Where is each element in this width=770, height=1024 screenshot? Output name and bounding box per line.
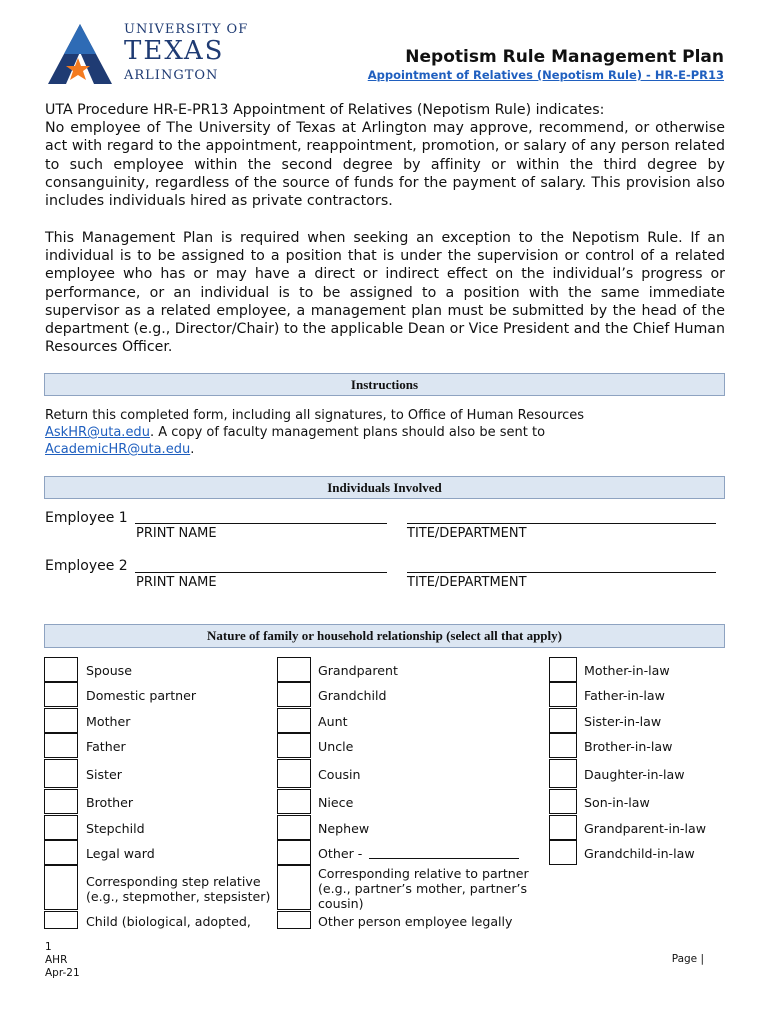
rel-col3-label-5: Daughter-in-law <box>584 767 685 782</box>
instructions-text-after: . <box>190 442 195 457</box>
footer-department: AHR <box>45 954 68 966</box>
rel-col1-label-9: Corresponding step relative (e.g., stepmother, stepsister) <box>86 873 271 904</box>
relationship-heading: Nature of family or household relationship (select all that apply) <box>44 624 725 648</box>
instructions-text-middle: . A copy of faculty management plans should also be sent to <box>149 425 546 440</box>
uta-a-star-icon <box>44 22 116 86</box>
rel-col1-checkbox-6[interactable] <box>44 789 78 814</box>
rel-col3-checkbox-6[interactable] <box>549 789 577 814</box>
rel-col2-checkbox-6[interactable] <box>277 789 311 814</box>
rel-col3-checkbox-4[interactable] <box>549 733 577 758</box>
intro-body: No employee of The University of Texas at Arlington may approve, recommend, or otherwise act with regard to the appointment, reappointment, promotion, or salary of any person related to such employee within the second degree by affinity or within the third degree by consanguinity, regardless of the source of funds for the payment of salary. This provision also includes individuals hired as private contractors. <box>45 120 725 210</box>
rel-col2-checkbox-3[interactable] <box>277 708 311 733</box>
rel-col1-checkbox-2[interactable] <box>44 682 78 707</box>
rel-col3-checkbox-1[interactable] <box>549 657 577 682</box>
rel-col2-checkbox-9[interactable] <box>277 865 311 910</box>
employee2-name-field[interactable] <box>135 572 387 573</box>
rel-col1-label-2: Domestic partner <box>86 688 197 703</box>
intro-paragraph <box>45 101 725 210</box>
instructions-text <box>45 407 725 458</box>
footer-page-number: 1 <box>45 941 52 953</box>
footer-left <box>45 941 80 980</box>
rel-col1-checkbox-8[interactable] <box>44 840 78 865</box>
rel-col3-checkbox-2[interactable] <box>549 682 577 707</box>
rel-col1-label-1: Spouse <box>86 663 132 678</box>
rel-col3-label-8: Grandchild-in-law <box>584 846 695 861</box>
rel-col1-checkbox-7[interactable] <box>44 815 78 840</box>
logo-arlington: ARLINGTON <box>124 68 219 83</box>
rel-col2-checkbox-7[interactable] <box>277 815 311 840</box>
rel-col2-checkbox-4[interactable] <box>277 733 311 758</box>
rel-col3-label-6: Son-in-law <box>584 795 650 810</box>
instructions-text-before: Return this completed form, including all signatures, to Office of Human Resources <box>45 408 585 423</box>
employee2-title-caption: TITE/DEPARTMENT <box>407 575 527 590</box>
rel-col2-label-7: Nephew <box>318 821 370 836</box>
rel-col3-checkbox-3[interactable] <box>549 708 577 733</box>
rel-col1-label-6: Brother <box>86 795 134 810</box>
rel-col3-label-7: Grandparent-in-law <box>584 821 706 836</box>
document-title: Nepotism Rule Management Plan <box>405 47 724 67</box>
footer-date: Apr-21 <box>45 967 80 979</box>
rel-col2-label-1: Grandparent <box>318 663 398 678</box>
other-relationship-field[interactable] <box>369 858 519 859</box>
rel-col2-checkbox-8[interactable] <box>277 840 311 865</box>
rel-col3-label-3: Sister-in-law <box>584 714 662 729</box>
rel-col2-label-2: Grandchild <box>318 688 387 703</box>
logo-university-of: UNIVERSITY OF <box>124 22 249 37</box>
logo-texas: TEXAS <box>124 36 225 66</box>
askhr-email-link[interactable]: AskHR@uta.edu <box>45 425 150 440</box>
employee1-title-field[interactable] <box>407 523 716 524</box>
instructions-heading: Instructions <box>44 373 725 396</box>
rel-col3-checkbox-7[interactable] <box>549 815 577 840</box>
employee1-label: Employee 1 <box>45 510 128 526</box>
rel-col1-checkbox-4[interactable] <box>44 733 78 758</box>
document-subtitle-link[interactable]: Appointment of Relatives (Nepotism Rule) - HR-E-PR13 <box>367 68 724 82</box>
rel-col2-checkbox-2[interactable] <box>277 682 311 707</box>
employee2-title-field[interactable] <box>407 572 716 573</box>
employee2-name-caption: PRINT NAME <box>136 575 217 590</box>
rel-col1-label-8: Legal ward <box>86 846 155 861</box>
rel-col1-label-7: Stepchild <box>86 821 145 836</box>
rel-col2-label-5: Cousin <box>318 767 361 782</box>
intro-line1: UTA Procedure HR-E-PR13 Appointment of Relatives (Nepotism Rule) indicates: <box>45 102 605 118</box>
uta-logo <box>44 22 249 86</box>
rel-col1-label-3: Mother <box>86 714 131 729</box>
rel-col1-checkbox-9[interactable] <box>44 865 78 910</box>
rel-col3-label-2: Father-in-law <box>584 688 665 703</box>
footer-page-label: Page | <box>671 953 704 965</box>
rel-col1-checkbox-3[interactable] <box>44 708 78 733</box>
rel-col2-label-6: Niece <box>318 795 354 810</box>
rel-col1-checkbox-1[interactable] <box>44 657 78 682</box>
rel-col3-label-4: Brother-in-law <box>584 739 673 754</box>
rel-col2-checkbox-1[interactable] <box>277 657 311 682</box>
rel-col2-label-8: Other - <box>318 846 363 861</box>
management-paragraph: This Management Plan is required when seeking an exception to the Nepotism Rule. If an individual is to be assigned to a position that is under the supervision or control of a related employee who has or may have a direct or indirect effect on the individual’s progress or performance, or an individual is to be assigned to a position with the same immediate supervisor as a related employee, a management plan must be submitted by the head of the department (e.g., Director/Chair) to the applicable Dean or Vice President and the Chief Human Resources Officer. <box>45 230 725 356</box>
employee1-name-field[interactable] <box>135 523 387 524</box>
rel-col1-label-5: Sister <box>86 767 122 782</box>
rel-col1-checkbox-10[interactable] <box>44 911 78 929</box>
rel-col2-checkbox-5[interactable] <box>277 759 311 788</box>
rel-col2-label-3: Aunt <box>318 714 348 729</box>
rel-col3-label-1: Mother-in-law <box>584 663 670 678</box>
rel-col2-checkbox-10[interactable] <box>277 911 311 929</box>
rel-col2-label-4: Uncle <box>318 739 354 754</box>
rel-col2-label-9: Corresponding relative to partner (e.g., partner’s mother, partner’s cousin) <box>318 866 529 911</box>
employee1-name-caption: PRINT NAME <box>136 526 217 541</box>
rel-col3-checkbox-8[interactable] <box>549 840 577 865</box>
employee2-label: Employee 2 <box>45 558 128 574</box>
rel-col1-label-10: Child (biological, adopted, <box>86 913 251 929</box>
rel-col2-label-10: Other person employee legally <box>318 913 513 929</box>
employee1-title-caption: TITE/DEPARTMENT <box>407 526 527 541</box>
academichr-email-link[interactable]: AcademicHR@uta.edu <box>45 442 191 457</box>
rel-col3-checkbox-5[interactable] <box>549 759 577 788</box>
rel-col1-label-4: Father <box>86 739 126 754</box>
rel-col1-checkbox-5[interactable] <box>44 759 78 788</box>
individuals-heading: Individuals Involved <box>44 476 725 499</box>
